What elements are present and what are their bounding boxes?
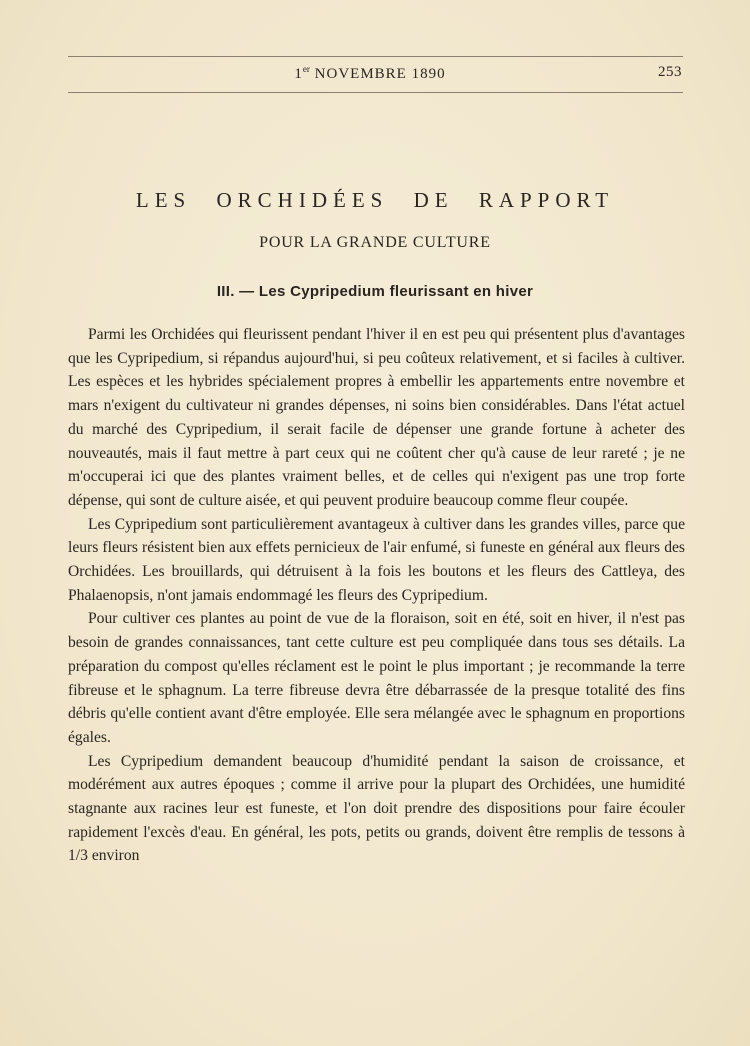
paragraph: Pour cultiver ces plantes au point de vue de la floraison, soit en été, soit en hiver, il n'est pas besoin de grandes connaissances, tant cette culture est peu compliquée dans tous ses détails. La préparation du compost qu'elles réclament est le point le plus important ; je recommande la terre fibreuse et le sphagnum. La terre fibreuse devra être débarrassée de la presque totalité des fins débris qu'elle contient avant d'être employée. Elle sera mélangée avec le sphagnum en proportions égales. [68,610,685,746]
header-date [250,64,490,83]
header-bottom-rule [68,92,683,93]
page-number: 253 [658,64,682,80]
paragraph: Parmi les Orchidées qui fleurissent pendant l'hiver il en est peu qui présentent plus d'avantages que les Cypripedium, si répandus aujourd'hui, si peu coûteux relativement, et si faciles à cultiver. Les espèces et les hybrides spécialement propres à embellir les appartements entre novembre et mars n'exigent du cultivateur ni grandes dépenses, ni soins bien considérables. Dans l'état actuel du marché des Cypripedium, il serait facile de dépenser une grande fortune à acheter des nouveautés, mais il faut mettre à part ceux qui ne coûtent cher qu'à cause de leur rareté ; je ne m'occuperai ici que des plantes vraiment belles, et de celles qui n'exigent pas une trop forte dépense, qui sont de culture aisée, et qui peuvent produire beaucoup comme fleur coupée. [68,326,685,509]
paragraph: Les Cypripedium demandent beaucoup d'humidité pendant la saison de croissance, et modérément aux autres époques ; comme il arrive pour la plupart des Orchidées, une humidité stagnante aux racines leur est funeste, et l'on doit prendre des dispositions pour faire écouler rapidement l'excès d'eau. En général, les pots, petits ou grands, doivent être remplis de tessons à 1/3 environ [68,752,685,865]
section-heading: III. — Les Cypripedium fleurissant en hiver [216,283,534,300]
date-suffix: er [302,64,310,74]
article-subtitle: POUR LA GRANDE CULTURE [259,234,491,251]
paragraph: Les Cypripedium sont particulièrement avantageux à cultiver dans les grandes villes, parce que leurs fleurs résistent bien aux effets pernicieux de l'air enfumé, si funeste en général aux fleurs des Orchidées. Les brouillards, qui détruisent à la fois les boutons et les fleurs des Cattleya, des Phalaenopsis, n'ont jamais endommagé les fleurs des Cypripedium. [68,515,685,604]
date-day: 1 [294,66,303,82]
article-body [68,323,685,868]
header-top-rule [68,56,683,57]
article-title: LES ORCHIDÉES DE RAPPORT [135,188,615,212]
date-month-year: NOVEMBRE 1890 [309,66,446,82]
